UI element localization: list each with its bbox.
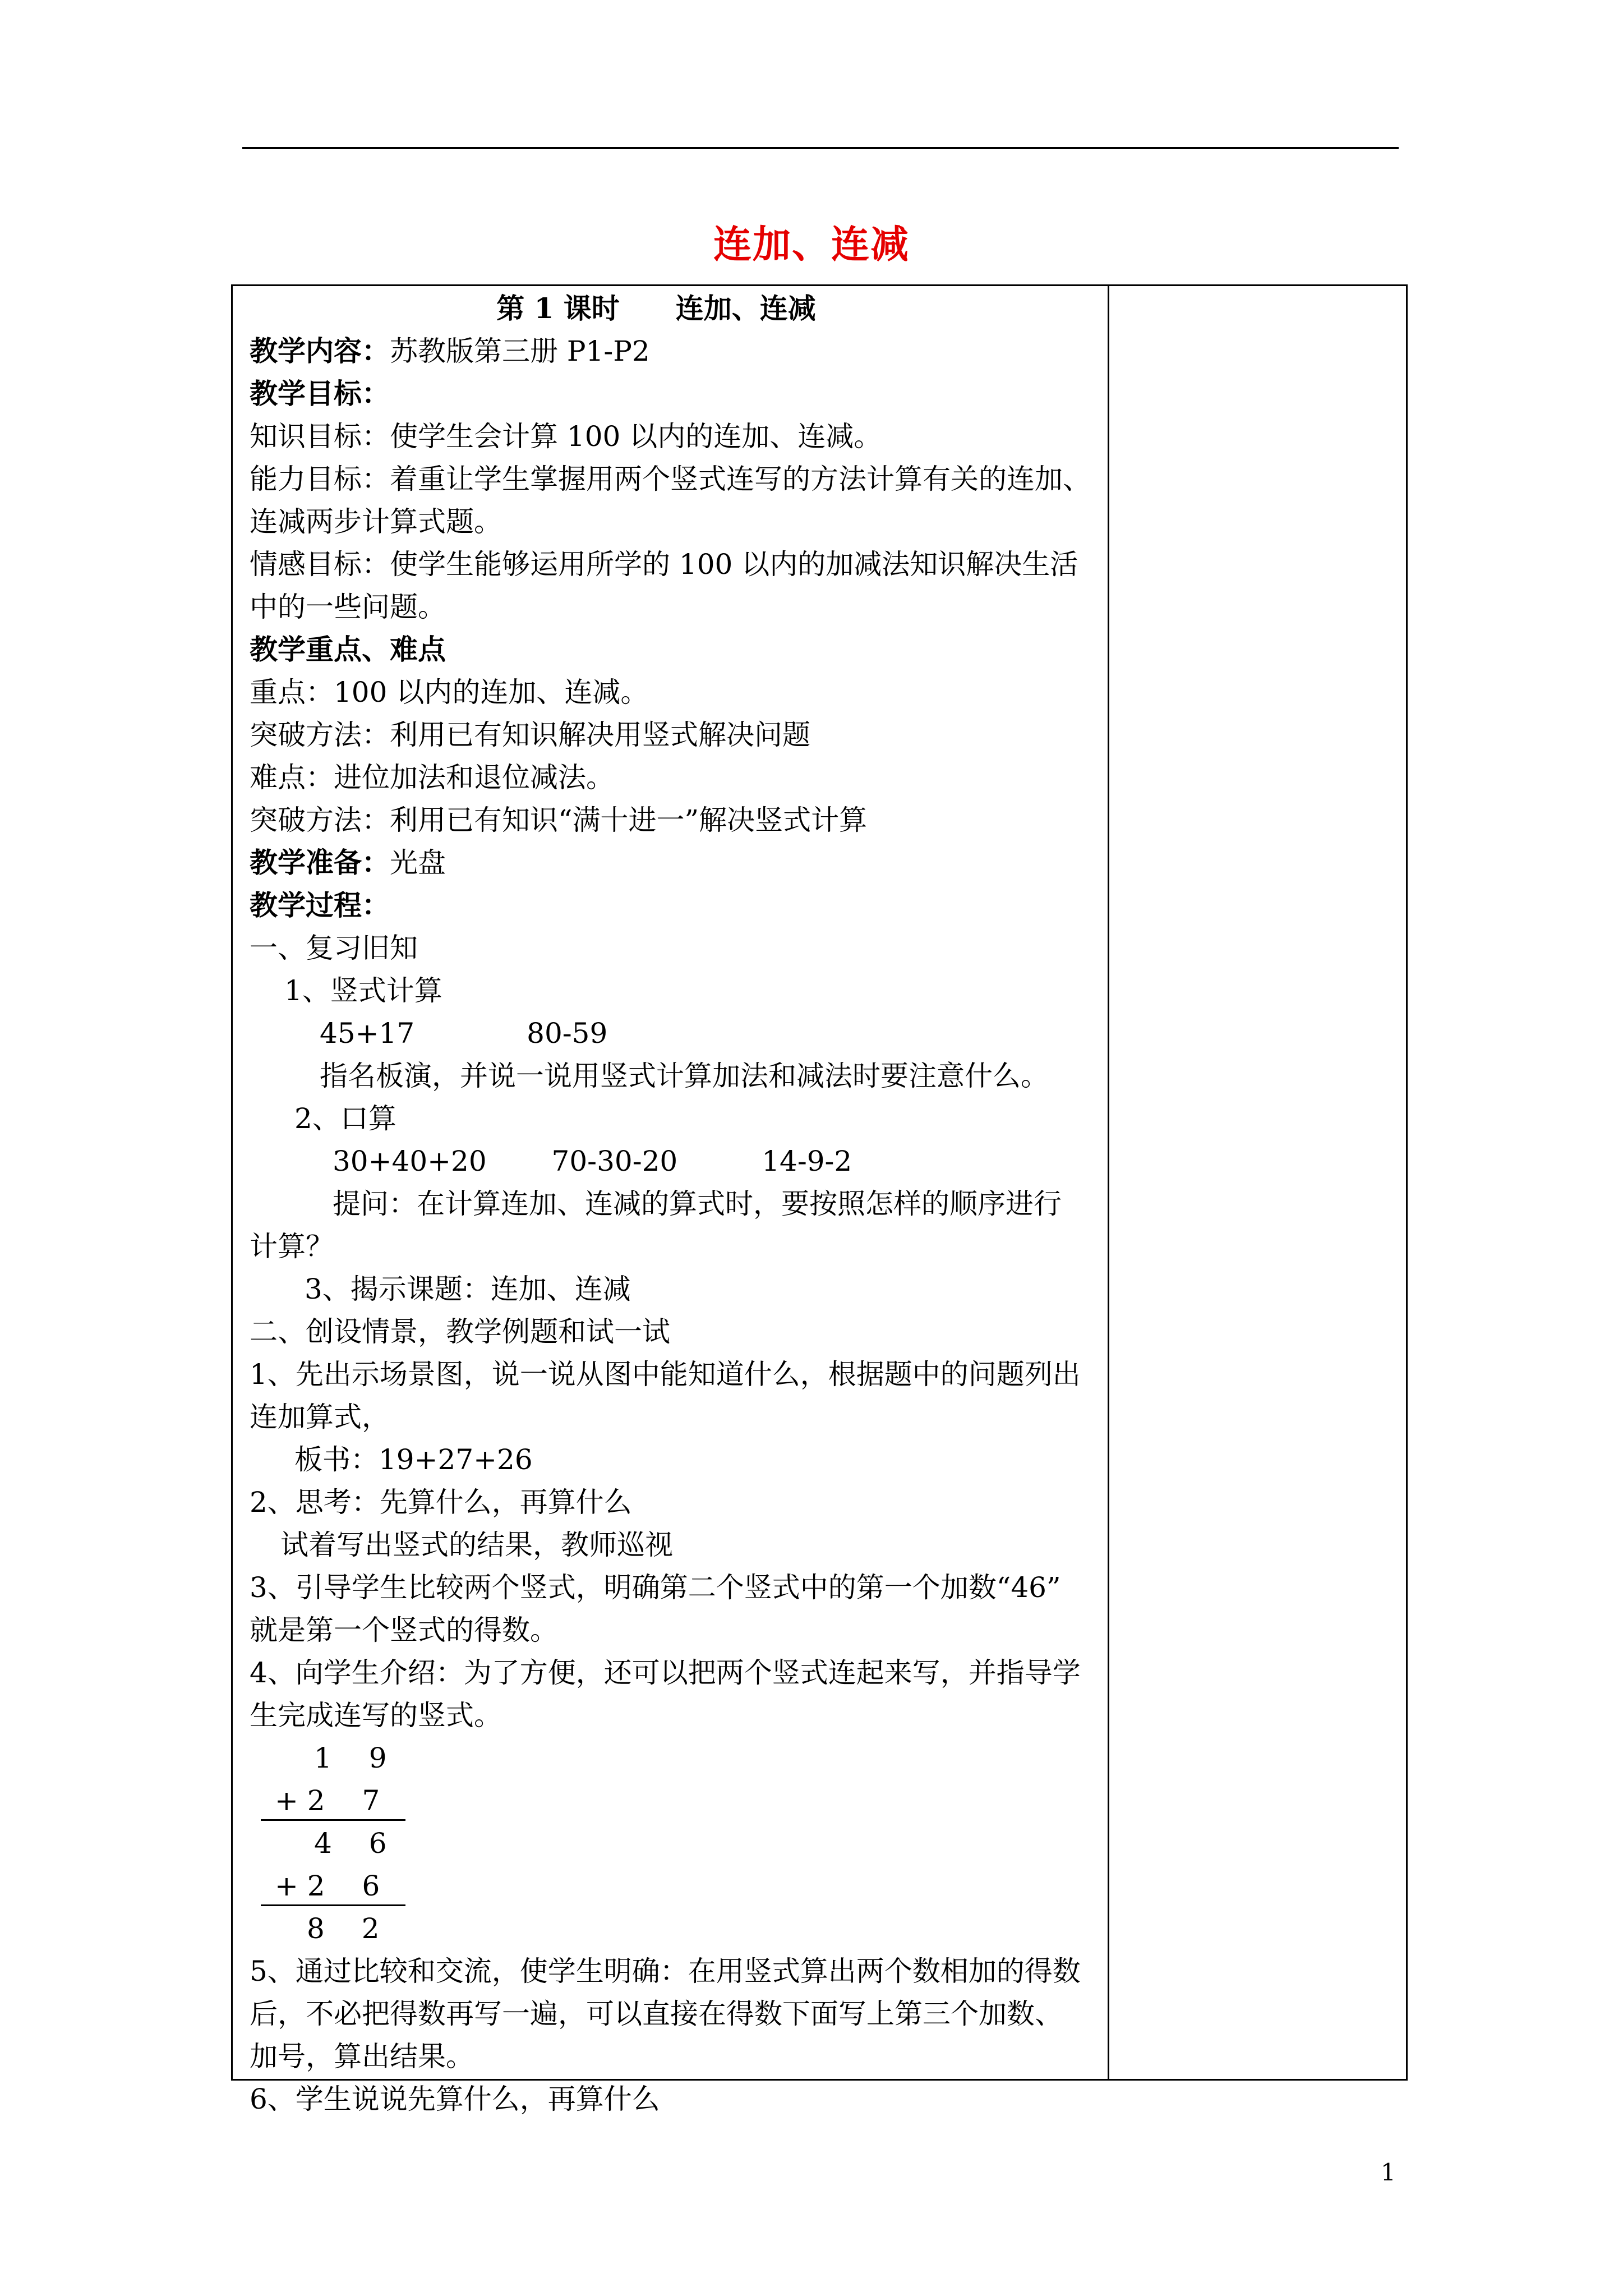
section-1-1-exprs: 45+17 80-59 <box>320 1017 608 1050</box>
section-2-6: 6、学生说说先算什么，再算什么 <box>250 2083 660 2115</box>
page-title: 连加、连减 <box>713 222 910 267</box>
content-line <box>250 334 650 368</box>
goal-ability-2: 连减两步计算式题。 <box>250 505 502 538</box>
section-2-2-try: 试着写出竖式的结果，教师巡视 <box>280 1529 673 1561</box>
section-2-1a: 1、先出示场景图，说一说从图中能知道什么，根据题中的问题列出 <box>250 1358 1081 1391</box>
vertical-calc-underline-2 <box>261 1904 405 1906</box>
vertical-calc-row-4: + 2 6 <box>275 1870 380 1902</box>
lesson-table <box>231 284 1408 2115</box>
goal-knowledge: 知识目标：使学生会计算 100 以内的连加、连减。 <box>250 420 882 453</box>
breakthrough-1: 突破方法：利用已有知识解决用竖式解决问题 <box>250 719 810 751</box>
section-1-1-note: 指名板演，并说一说用竖式计算加法和减法时要注意什么。 <box>320 1060 1049 1092</box>
section-2-5a: 5、通过比较和交流，使学生明确：在用竖式算出两个数相加的得数 <box>250 1955 1081 1987</box>
section-1-2-question-1: 提问：在计算连加、连减的算式时，要按照怎样的顺序进行 <box>333 1188 1062 1220</box>
section-2-4b: 生完成连写的竖式。 <box>250 1699 502 1732</box>
section-2: 二、创设情景，教学例题和试一试 <box>250 1315 670 1348</box>
section-2-board: 板书：19+27+26 <box>294 1443 533 1476</box>
prep-value: 光盘 <box>390 846 446 879</box>
vertical-calc-row-1: 1 9 <box>314 1742 387 1774</box>
section-1: 一、复习旧知 <box>250 932 418 964</box>
section-2-5c: 加号，算出结果。 <box>250 2040 474 2073</box>
keypoints-label: 教学重点、难点 <box>250 633 446 666</box>
content-value: 苏教版第三册 P1-P2 <box>390 335 650 367</box>
difficulty: 难点：进位加法和退位减法。 <box>250 761 614 794</box>
vertical-calc-underline-1 <box>261 1819 405 1821</box>
section-2-3a: 3、引导学生比较两个竖式，明确第二个竖式中的第一个加数“46” <box>250 1571 1061 1604</box>
section-2-4a: 4、向学生介绍：为了方便，还可以把两个竖式连起来写，并指导学 <box>250 1657 1081 1689</box>
section-2-5b: 后，不必把得数再写一遍，可以直接在得数下面写上第三个加数、 <box>250 1998 1063 2030</box>
process-label: 教学过程： <box>250 889 390 922</box>
page-number: 1 <box>1381 2159 1396 2186</box>
prep-line <box>250 846 446 880</box>
vertical-calc-row-5: 8 2 <box>307 1912 380 1945</box>
section-2-3b: 就是第一个竖式的得数。 <box>250 1614 558 1646</box>
lesson-header: 第 1 课时 连加、连减 <box>496 292 816 325</box>
section-2-1b: 连加算式， <box>250 1401 390 1433</box>
section-1-1: 1、竖式计算 <box>284 974 442 1007</box>
content-label: 教学内容： <box>250 334 390 367</box>
breakthrough-2: 突破方法：利用已有知识“满十进一”解决竖式计算 <box>250 804 868 836</box>
section-1-2-exprs: 30+40+20 70-30-20 14-9-2 <box>333 1145 852 1177</box>
header-rule <box>242 147 1399 149</box>
goal-emotion-2: 中的一些问题。 <box>250 591 446 623</box>
goals-label: 教学目标： <box>250 377 390 410</box>
goal-ability-1: 能力目标：着重让学生掌握用两个竖式连写的方法计算有关的连加、 <box>250 463 1091 495</box>
table-column-divider <box>1108 286 1109 2079</box>
section-1-3: 3、揭示课题：连加、连减 <box>305 1273 631 1305</box>
vertical-calc-row-3: 4 6 <box>314 1827 387 1860</box>
section-2-2: 2、思考：先算什么，再算什么 <box>250 1486 632 1519</box>
vertical-calc-row-2: + 2 7 <box>275 1784 380 1817</box>
goal-emotion-1: 情感目标：使学生能够运用所学的 100 以内的加减法知识解决生活 <box>250 548 1078 581</box>
section-1-2: 2、口算 <box>294 1102 396 1135</box>
section-1-2-question-2: 计算？ <box>250 1230 334 1263</box>
prep-label: 教学准备： <box>250 846 390 879</box>
key-point: 重点：100 以内的连加、连减。 <box>250 676 649 708</box>
